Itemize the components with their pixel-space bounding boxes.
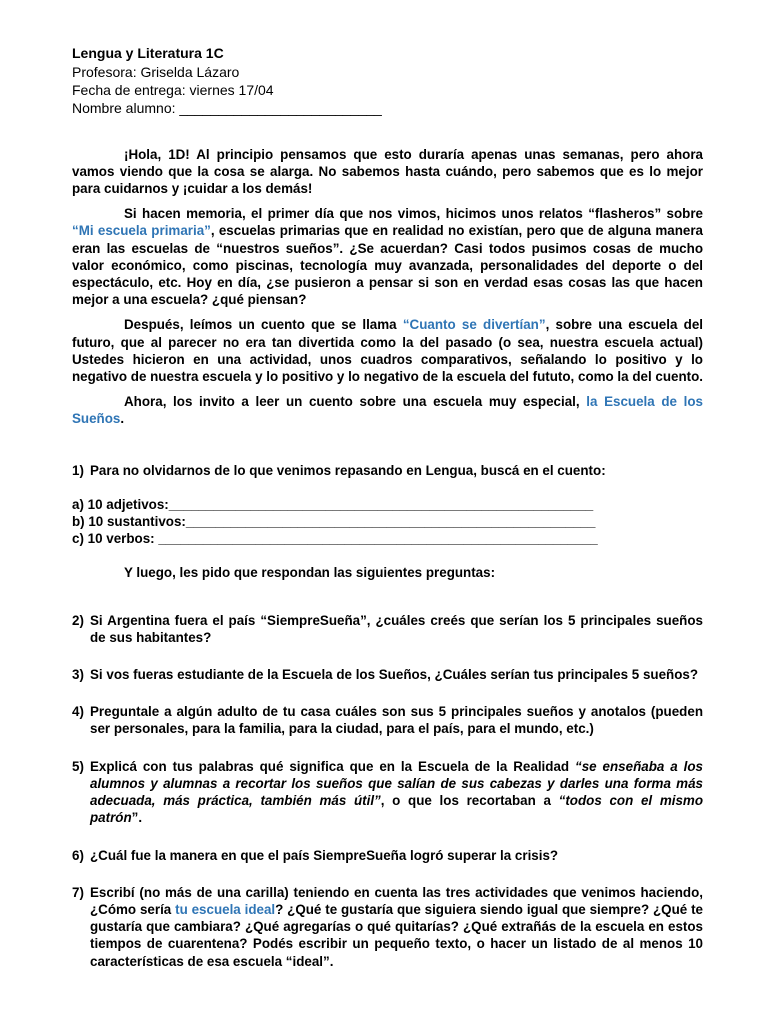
q5-quote-2: “todos con el mismo patrón <box>90 793 703 826</box>
answer-line-adjectives[interactable]: a) 10 adjetivos:_________________________________________________________ <box>72 496 594 512</box>
answer-line-nouns[interactable]: b) 10 sustantivos:_______________________________________________________ <box>72 514 596 530</box>
link-escuela-de-los-suenos[interactable]: la Escuela de los Sueños <box>72 394 703 427</box>
question-number: 4) <box>72 704 84 720</box>
intro-paragraph-1: ¡Hola, 1D! Al principio pensamos que esto duraría apenas unas semanas, pero ahora vamos viendo que la cosa se alarga. No sabemos hasta cuándo, pero sabemos que es lo mejor para cuidarnos y ¡cuidar a los demás! <box>72 146 703 197</box>
question-text: Si Argentina fuera el país “SiempreSueña”, ¿cuáles creés que serían los 5 principales sueños de sus habitantes? <box>90 612 703 645</box>
p2-text-b: , escuelas primarias que en realidad no existían, pero que de alguna manera eran las escuelas de “nuestros sueños”. ¿Se acuerdan? Casi todos pusimos cosas de mucho valor económico, como piscinas, tecnología muy avanzada, personalidades del deporte o del espectáculo, etc. Hoy en día, ¿se pusieron a pensar si son en verdad esas cosas las que hacen mejor a una escuela? ¿qué piensan? <box>72 223 703 308</box>
question-text: ¿Cuál fue la manera en que el país SiempreSueña logró superar la crisis? <box>90 847 559 863</box>
question-number: 7) <box>72 884 84 900</box>
q5-quote-1: “se enseñaba a los alumnos y alumnas a recortar los sueños que salían de sus cabezas y darles una forma más adecuada, más práctica, también más útil” <box>90 758 703 809</box>
question-text: Preguntale a algún adulto de tu casa cuáles son sus 5 principales sueños y anotalos (pueden ser personales, para la familia, para la ciudad, para el país, para el mundo, etc.) <box>90 704 703 737</box>
student-name-line: Nombre alumno: __________________________ <box>72 100 382 117</box>
question-text: Si vos fueras estudiante de la Escuela de los Sueños, ¿Cuáles serían tus principales 5 sueños? <box>90 667 698 683</box>
question-4 <box>72 703 703 737</box>
question-2 <box>72 612 703 646</box>
document-title: Lengua y Literatura 1C <box>72 45 224 61</box>
intro-paragraph-2 <box>72 205 703 308</box>
question-3 <box>72 666 703 683</box>
question-number: 3) <box>72 667 84 683</box>
question-7 <box>72 884 703 970</box>
intro-paragraph-3 <box>72 316 703 385</box>
p4-text-b: . <box>120 411 125 427</box>
p3-text-b: , sobre una escuela del futuro, que al parecer no era tan divertida como la del pasado (o sea, nuestra escuela actual) Ustedes hicieron en una actividad, unos cuadros comparativos, señalando lo positivo y lo negativo de nuestra escuela y lo positivo y lo negativo de la escuela del fututo, como la del cuento. <box>72 317 704 385</box>
question-number: 1) <box>72 462 84 478</box>
question-text: Para no olvidarnos de lo que venimos repasando en Lengua, buscá en el cuento: <box>90 462 606 478</box>
q5-text-b: , o que los recortaban a <box>380 793 551 809</box>
question-6 <box>72 847 703 864</box>
question-1 <box>72 462 703 479</box>
due-date-line: Fecha de entrega: viernes 17/04 <box>72 82 274 99</box>
q7-text-b: ? ¿Qué te gustaría que siguiera siendo igual que siempre? ¿Qué te gustaría que cambiara? ¿Qué agregarías o qué quitarías? ¿Qué extrañás de la escuela en estos tiempos de cuarentena? Podés escribir un pequeño texto, o hacer un listado de al menos 10 características de esa escuela “ideal”. <box>90 901 703 969</box>
link-tu-escuela-ideal[interactable]: tu escuela ideal <box>175 901 276 917</box>
document-page <box>72 43 703 970</box>
question-text <box>90 758 703 827</box>
q7-text-a: Escribí (no más de una carilla) teniendo en cuenta las tres actividades que venimos haciendo, ¿Cómo sería <box>90 884 703 917</box>
teacher-line: Profesora: Griselda Lázaro <box>72 64 240 80</box>
question-number: 5) <box>72 758 84 774</box>
answer-line-verbs[interactable]: c) 10 verbos: ___________________________________________________________ <box>72 531 598 547</box>
p4-text-a: Ahora, los invito a leer un cuento sobre una escuela muy especial, <box>124 394 580 410</box>
link-cuanto-se-divertian[interactable]: “Cuanto se divertían” <box>402 317 546 333</box>
question-number: 2) <box>72 612 84 628</box>
header <box>72 43 703 118</box>
q5-text-a: Explicá con tus palabras qué significa que en la Escuela de la Realidad <box>90 758 570 774</box>
question-number: 6) <box>72 847 84 863</box>
q5-text-c: ”. <box>131 810 143 826</box>
intro-paragraph-4 <box>72 393 703 427</box>
p2-text-a: Si hacen memoria, el primer día que nos vimos, hicimos unos relatos “flasheros” sobre <box>124 206 703 222</box>
question-5 <box>72 758 703 827</box>
question-text <box>90 884 703 970</box>
transition-text: Y luego, les pido que respondan las siguientes preguntas: <box>124 565 496 581</box>
link-mi-escuela-primaria[interactable]: “Mi escuela primaria” <box>72 223 211 239</box>
p3-text-a: Después, leímos un cuento que se llama <box>124 317 397 333</box>
